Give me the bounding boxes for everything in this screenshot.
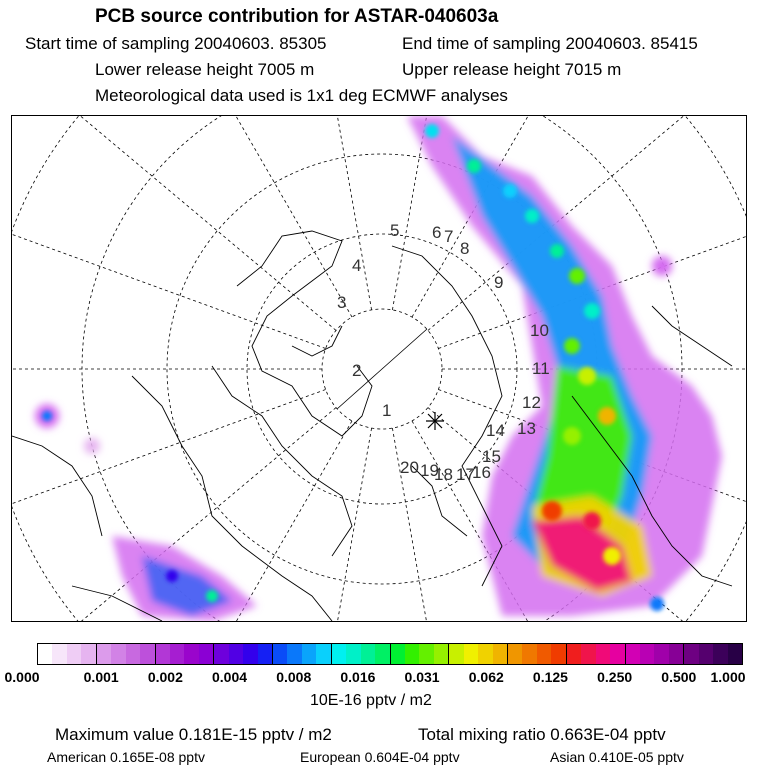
track-label: 2 xyxy=(352,361,362,380)
track-label: 9 xyxy=(494,273,504,292)
colorbar-tick-label: 0.004 xyxy=(212,669,248,685)
colorbar-segment xyxy=(581,644,595,664)
colorbar-segment xyxy=(170,644,184,664)
start-time-label: Start time of sampling 20040603. 85305 xyxy=(25,34,327,53)
track-label: 19 xyxy=(420,461,439,480)
meridian-line xyxy=(226,116,372,310)
track-label: 8 xyxy=(460,239,470,258)
asian-contribution: Asian 0.410E-05 pptv xyxy=(550,749,684,765)
colorbar-tick-label: 0.062 xyxy=(468,669,504,685)
colorbar-segment xyxy=(464,644,478,664)
track-label: 20 xyxy=(400,458,419,477)
colorbar-segment xyxy=(419,644,433,664)
max-value-label: Maximum value 0.181E-15 pptv / m2 xyxy=(55,725,332,744)
map-canvas xyxy=(12,116,747,622)
track-label: 10 xyxy=(530,321,549,340)
colorbar-units: 10E-16 pptv / m2 xyxy=(310,692,432,709)
colorbar-segment xyxy=(551,644,566,664)
colorbar-segment xyxy=(243,644,257,664)
colorbar-segment xyxy=(713,644,727,664)
colorbar-segment xyxy=(156,644,170,664)
colorbar-segment xyxy=(229,644,243,664)
colorbar-segment xyxy=(346,644,360,664)
european-contribution: European 0.604E-04 pptv xyxy=(300,749,460,765)
track-label: 1 xyxy=(382,401,392,420)
colorbar-tick-label: 0.002 xyxy=(147,669,183,685)
colorbar xyxy=(37,643,743,665)
track-label: 17 xyxy=(456,465,475,484)
colorbar-tick-label: 0.500 xyxy=(661,669,697,685)
colorbar-segment xyxy=(199,644,214,664)
colorbar-segment xyxy=(67,644,81,664)
upper-height-label: Upper release height 7015 m xyxy=(402,60,622,79)
colorbar-tick-label: 0.125 xyxy=(532,669,568,685)
track-label: 6 xyxy=(432,223,442,242)
colorbar-segment xyxy=(81,644,96,664)
track-label: 15 xyxy=(482,447,501,466)
colorbar-segment xyxy=(537,644,551,664)
colorbar-segment xyxy=(391,644,405,664)
colorbar-segment xyxy=(111,644,125,664)
track-label: 5 xyxy=(390,221,400,240)
colorbar-segment xyxy=(332,644,346,664)
colorbar-segment xyxy=(669,644,684,664)
colorbar-segment xyxy=(140,644,155,664)
colorbar-segment xyxy=(273,644,287,664)
colorbar-segment xyxy=(405,644,419,664)
map-panel xyxy=(11,115,747,622)
track-label: 14 xyxy=(486,421,505,440)
colorbar-tick-label: 1.000 xyxy=(710,669,746,685)
colorbar-segment xyxy=(522,644,536,664)
track-label: 11 xyxy=(532,359,550,378)
colorbar-segment xyxy=(258,644,273,664)
track-label: 4 xyxy=(352,256,362,275)
colorbar-segment xyxy=(684,644,698,664)
track-label: 12 xyxy=(522,393,541,412)
colorbar-segment xyxy=(596,644,610,664)
colorbar-segment xyxy=(654,644,668,664)
colorbar-segment xyxy=(375,644,390,664)
colorbar-segment xyxy=(287,644,301,664)
colorbar-segment xyxy=(699,644,713,664)
colorbar-tick-label: 0.001 xyxy=(83,669,119,685)
colorbar-segment xyxy=(126,644,140,664)
american-contribution: American 0.165E-08 pptv xyxy=(47,749,205,765)
lower-height-label: Lower release height 7005 m xyxy=(95,60,315,79)
release-point-marker xyxy=(426,412,444,430)
colorbar-segment xyxy=(434,644,449,664)
colorbar-segment xyxy=(493,644,508,664)
track-label: 13 xyxy=(517,419,536,438)
meridian-line xyxy=(12,116,336,330)
meridian-line xyxy=(12,116,326,348)
colorbar-tick-label: 0.016 xyxy=(340,669,376,685)
total-mixing-label: Total mixing ratio 0.663E-04 pptv xyxy=(418,725,666,744)
colorbar-segment xyxy=(567,644,581,664)
colorbar-segment xyxy=(508,644,522,664)
colorbar-segment xyxy=(626,644,640,664)
colorbar-segment xyxy=(728,644,742,664)
colorbar-segment xyxy=(97,644,111,664)
colorbar-segment xyxy=(449,644,463,664)
colorbar-segment xyxy=(640,644,654,664)
colorbar-tick-label: 0.250 xyxy=(597,669,633,685)
track-label: 18 xyxy=(434,465,453,484)
colorbar-segment xyxy=(214,644,228,664)
colorbar-segment xyxy=(316,644,331,664)
colorbar-segment xyxy=(610,644,625,664)
colorbar-segment xyxy=(478,644,492,664)
colorbar-segment xyxy=(38,644,52,664)
plume-layer xyxy=(35,116,722,621)
track-label: 3 xyxy=(337,293,347,312)
end-time-label: End time of sampling 20040603. 85415 xyxy=(402,34,698,53)
colorbar-segment xyxy=(361,644,375,664)
plot-title: PCB source contribution for ASTAR-040603a xyxy=(95,6,499,27)
track-label: 16 xyxy=(472,463,491,482)
colorbar-segment xyxy=(184,644,198,664)
meteo-label: Meteorological data used is 1x1 deg ECMWF analyses xyxy=(95,86,508,105)
colorbar-tick-label: 0.008 xyxy=(276,669,312,685)
meridian-line xyxy=(12,116,352,317)
meridian-line xyxy=(226,428,372,622)
colorbar-segment xyxy=(302,644,316,664)
track-label: 7 xyxy=(444,227,454,246)
colorbar-tick-label: 0.031 xyxy=(404,669,440,685)
colorbar-tick-label: 0.000 xyxy=(4,669,40,685)
colorbar-segment xyxy=(52,644,66,664)
